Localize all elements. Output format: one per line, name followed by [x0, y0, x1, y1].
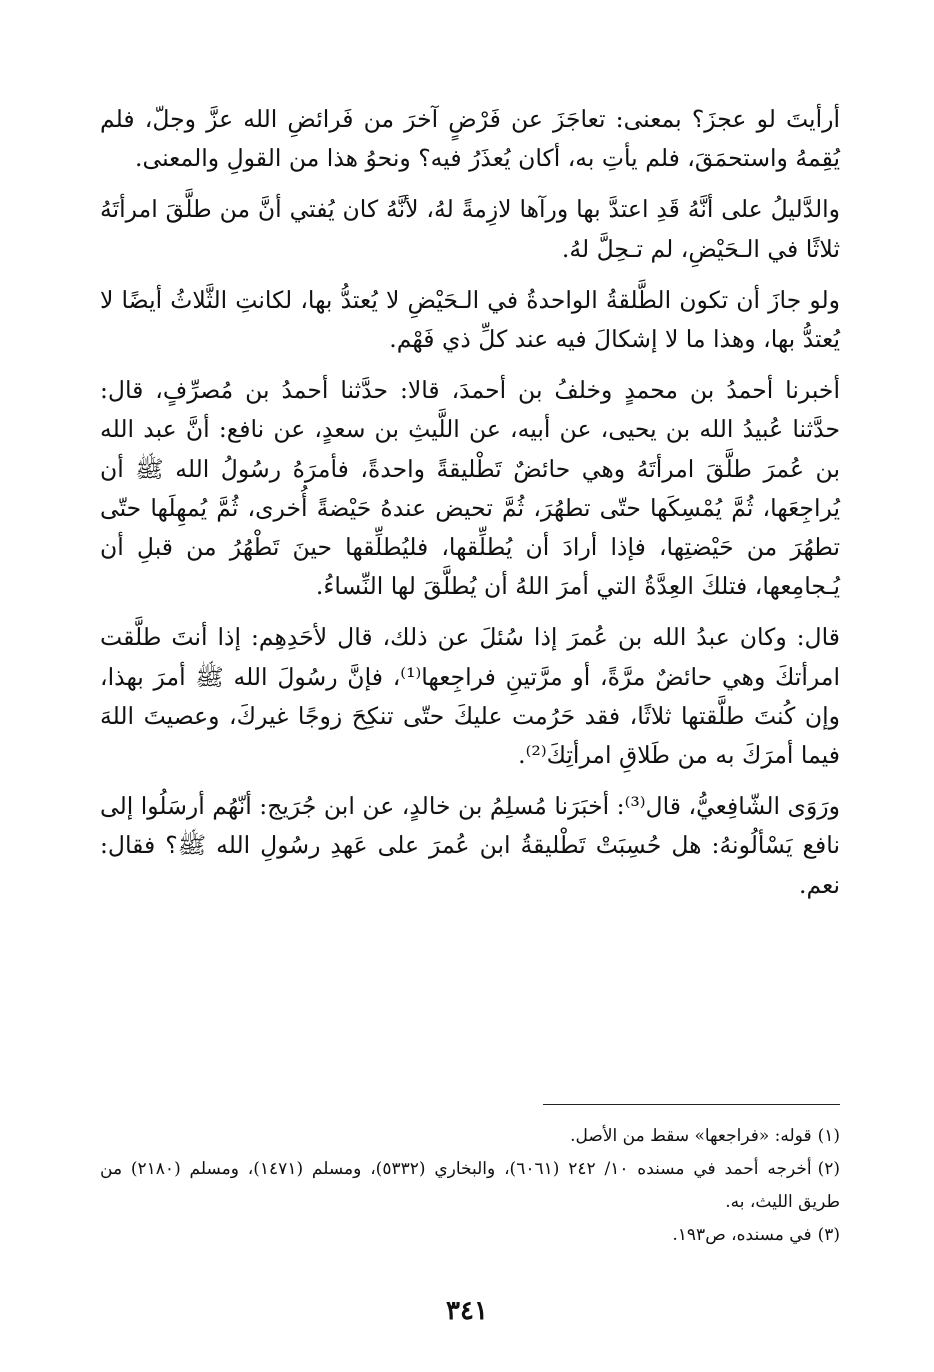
page-number: ٣٤١	[446, 1296, 488, 1326]
footnote-3	[100, 1219, 840, 1252]
footnotes	[100, 1120, 840, 1252]
paragraph-5: قال: وكان عبدُ الله بن عُمرَ إذا سُئلَ عن ذلك، قال لأحَدِهِم: إذا أنتَ طلَّقت امرأتكَ وهي حائضٌ مرَّةً، أو مرَّتينِ فراجِعها⁽¹⁾، فإنَّ رسُولَ الله ﷺ أمرَ بهذا، وإن كُنتَ طلَّقتها ثلاثًا، فقد حَرُمت عليكَ حتّى تنكِحَ زوجًا غيركَ، وعصيتَ اللهَ فيما أمرَكَ به من طَلاقِ امرأتِكَ⁽²⁾.	[100, 623, 840, 770]
footnote-number: (١)	[817, 1126, 840, 1146]
footnote-text: أخرجه أحمد في مسنده ١٠/ ٢٤٢ (٦٠٦١)، والبخاري (٥٣٣٢)، ومسلم (١٤٧١)، ومسلم (٢١٨٠) من طريق الليث، به.	[100, 1159, 840, 1212]
paragraph-3: ولو جازَ أن تكون الطَّلقةُ الواحدةُ في الـحَيْضِ لا يُعتدُّ بها، لكانتِ الثَّلاثُ أيضًا لا يُعتدُّ بها، وهذا ما لا إشكالَ فيه عند كلِّ ذي فَهْم.	[100, 285, 840, 354]
footnote-number: (٣)	[817, 1225, 840, 1245]
footnote-text: في مسنده، ص١٩٣.	[672, 1225, 812, 1245]
main-text	[100, 100, 840, 917]
paragraph-6: ورَوَى الشّافِعيُّ، قال⁽³⁾: أخبَرَنا مُسلِمُ بن خالدٍ، عن ابن جُرَيج: أنّهُم أرسَلُوا إلى نافع يَسْألُونهُ: هل حُسِبَتْ تَطْليقةُ ابن عُمرَ على عَهدِ رسُولِ الله ﷺ؟ فقال: نعم.	[100, 792, 840, 899]
paragraph-4: أخبرنا أحمدُ بن محمدٍ وخلفُ بن أحمدَ، قالا: حدَّثنا أحمدُ بن مُصرِّفٍ، قال: حدَّثنا عُبيدُ الله بن يحيى، عن أبيه، عن اللَّيثِ بن سعدٍ، عن نافع: أنَّ عبد الله بن عُمرَ طلَّقَ امرأتَهُ وهي حائضٌ تَطْليقةً واحدةً، فأمرَهُ رسُولُ الله ﷺ أن يُراجِعَها، ثُمَّ يُمْسِكَها حتّى تطهُرَ، ثُمَّ تحيض عندهُ حَيْضةً أُخرى، ثُمَّ يُمهِلَها حتّى تطهُرَ من حَيْضتِها، فإذا أرادَ أن يُطلِّقها، فليُطلِّقها حينَ تَطْهُرُ من قبلِ أن يُـجامِعها، فتلكَ العِدَّةُ التي أمرَ اللهُ أن يُطلَّقَ لها النِّساءُ.	[100, 376, 840, 601]
footnote-1	[100, 1120, 840, 1153]
paragraph-1: أرأيتَ لو عجزَ؟ بمعنى: تعاجَزَ عن فَرْضٍ آخرَ من فَرائضِ الله عزَّ وجلّ، فلم يُقِمهُ واستحمَقَ، فلم يأتِ به، أكان يُعذَرُ فيه؟ ونحوُ هذا من القولِ والمعنى.	[100, 105, 840, 173]
footnote-divider	[543, 1104, 840, 1105]
footnote-number: (٢)	[817, 1159, 840, 1179]
paragraph-2: والدَّليلُ على أنَّهُ قَدِ اعتدَّ بها ورآها لازِمةً لهُ، لأنَّهُ كان يُفتي أنَّ من طلَّقَ امرأتَهُ ثلاثًا في الـحَيْضِ، لم تـحِلَّ لهُ.	[100, 195, 840, 263]
footnote-text: قوله: «فراجعها» سقط من الأصل.	[570, 1126, 812, 1146]
footnote-2	[100, 1153, 840, 1219]
